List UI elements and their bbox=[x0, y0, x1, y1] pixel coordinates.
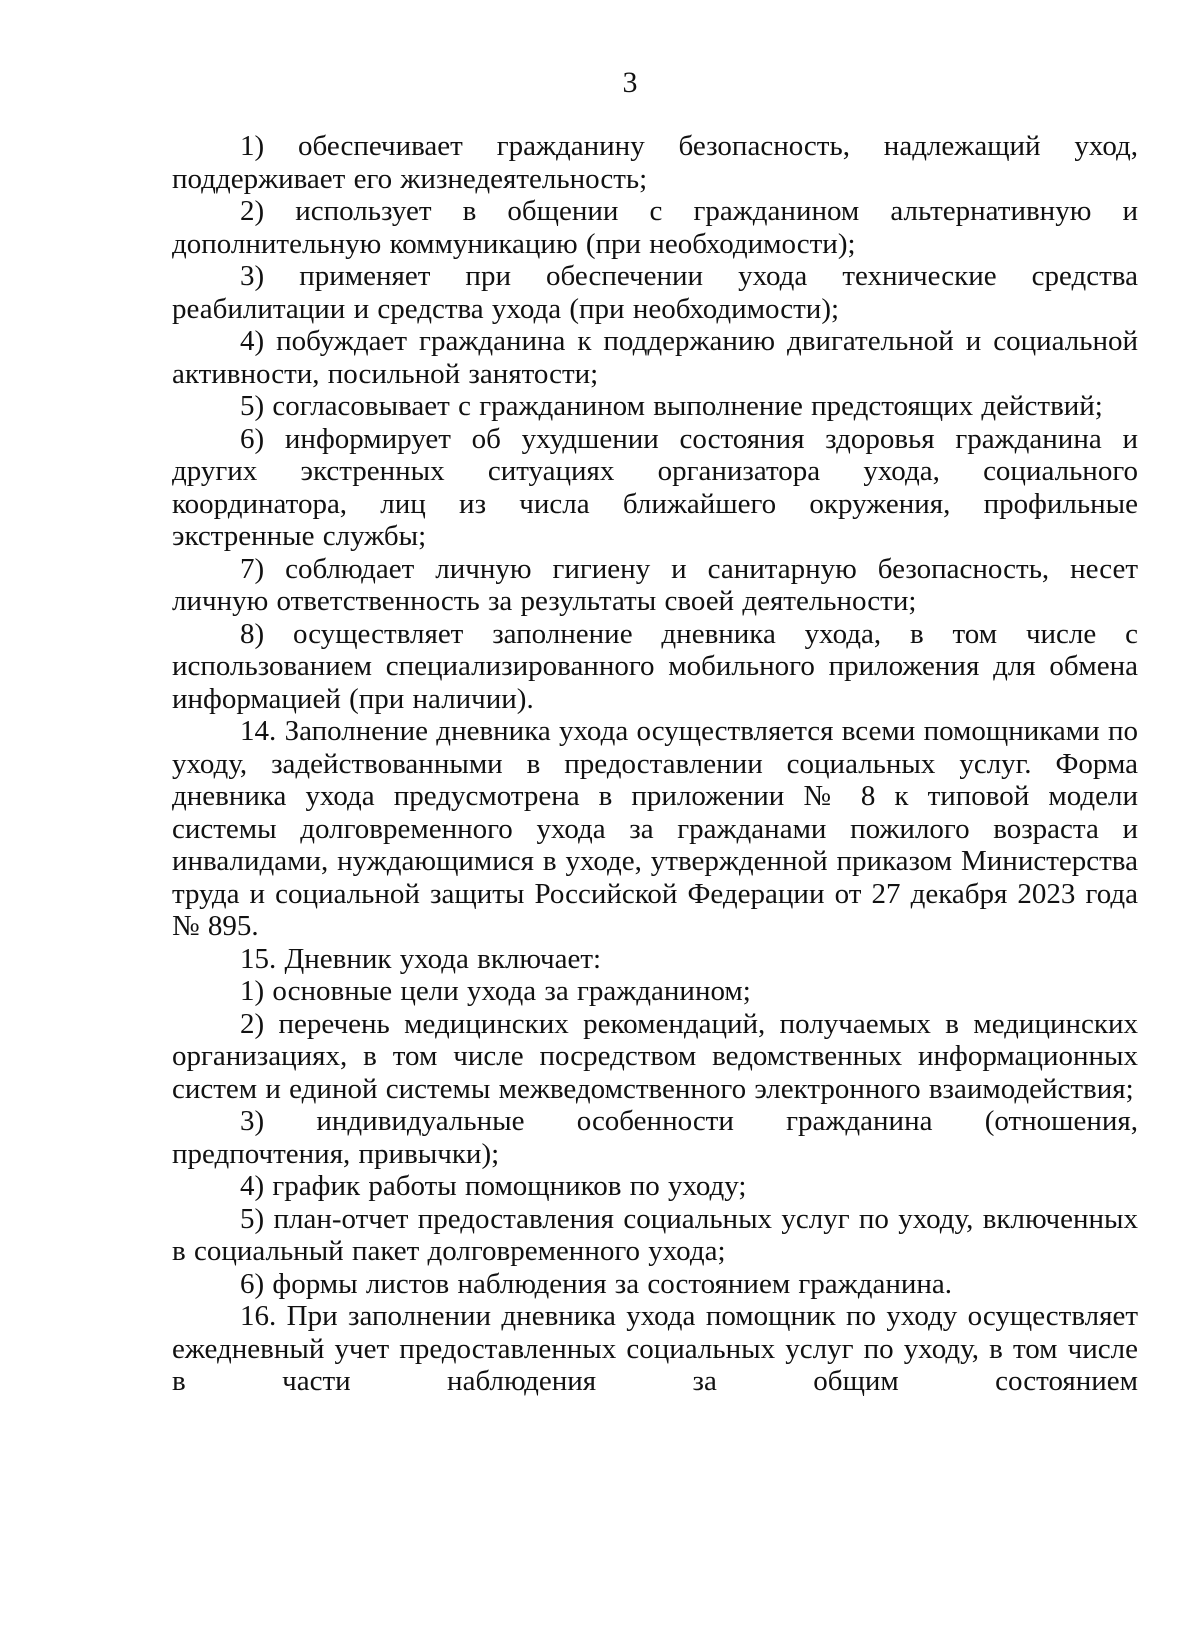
clause-16: 16. При заполнении дневника ухода помощник по уходу осуществляет ежедневный учет предоставленных социальных услуг по уходу, в том числе в части наблюдения за общим состоянием bbox=[172, 1300, 1138, 1397]
list-item-8: 8) осуществляет заполнение дневника ухода, в том числе с использованием специализированного мобильного приложения для обмена информацией (при наличии). bbox=[172, 617, 1138, 715]
list-item-6: 6) информирует об ухудшении состояния здоровья гражданина и других экстренных ситуациях организатора ухода, социального координатора, лиц из числа ближайшего окружения, профильные экстренные службы; bbox=[172, 422, 1138, 552]
clause-14: 14. Заполнение дневника ухода осуществляется всеми помощниками по уходу, задействованными в предоставлении социальных услуг. Форма дневника ухода предусмотрена в приложении № 8 к типовой модели системы долговременного ухода за гражданами пожилого возраста и инвалидами, нуждающимися в уходе, утвержденной приказом Министерства труда и социальной защиты Российской Федерации от 27 декабря 2023 года № 895. bbox=[172, 715, 1138, 942]
page-number: 3 bbox=[622, 66, 638, 99]
list-item-2: 2) использует в общении с гражданином альтернативную и дополнительную коммуникацию (при необходимости); bbox=[172, 195, 1138, 260]
diary-item-6: 6) формы листов наблюдения за состоянием гражданина. bbox=[240, 1267, 953, 1300]
document-body bbox=[172, 130, 1138, 1398]
list-item-3: 3) применяет при обеспечении ухода технические средства реабилитации и средства ухода (при необходимости); bbox=[172, 260, 1138, 325]
list-item-1: 1) обеспечивает гражданину безопасность, надлежащий уход, поддерживает его жизнедеятельность; bbox=[172, 130, 1138, 195]
list-item-7: 7) соблюдает личную гигиену и санитарную безопасность, несет личную ответственность за результаты своей деятельности; bbox=[172, 552, 1138, 617]
list-item-5: 5) согласовывает с гражданином выполнение предстоящих действий; bbox=[240, 390, 1103, 422]
list-item-4: 4) побуждает гражданина к поддержанию двигательной и социальной активности, посильной занятости; bbox=[172, 325, 1138, 390]
diary-item-1: 1) основные цели ухода за гражданином; bbox=[240, 975, 751, 1007]
diary-item-5: 5) план-отчет предоставления социальных услуг по уходу, включенных в социальный пакет долговременного ухода; bbox=[172, 1202, 1138, 1267]
diary-item-2: 2) перечень медицинских рекомендаций, получаемых в медицинских организациях, в том числе посредством ведомственных информационных систем и единой системы межведомственного электронного взаимодействия; bbox=[172, 1007, 1138, 1105]
diary-item-4: 4) график работы помощников по уходу; bbox=[240, 1170, 747, 1202]
diary-item-3: 3) индивидуальные особенности гражданина (отношения, предпочтения, привычки); bbox=[172, 1105, 1138, 1170]
clause-15: 15. Дневник ухода включает: bbox=[240, 942, 602, 975]
